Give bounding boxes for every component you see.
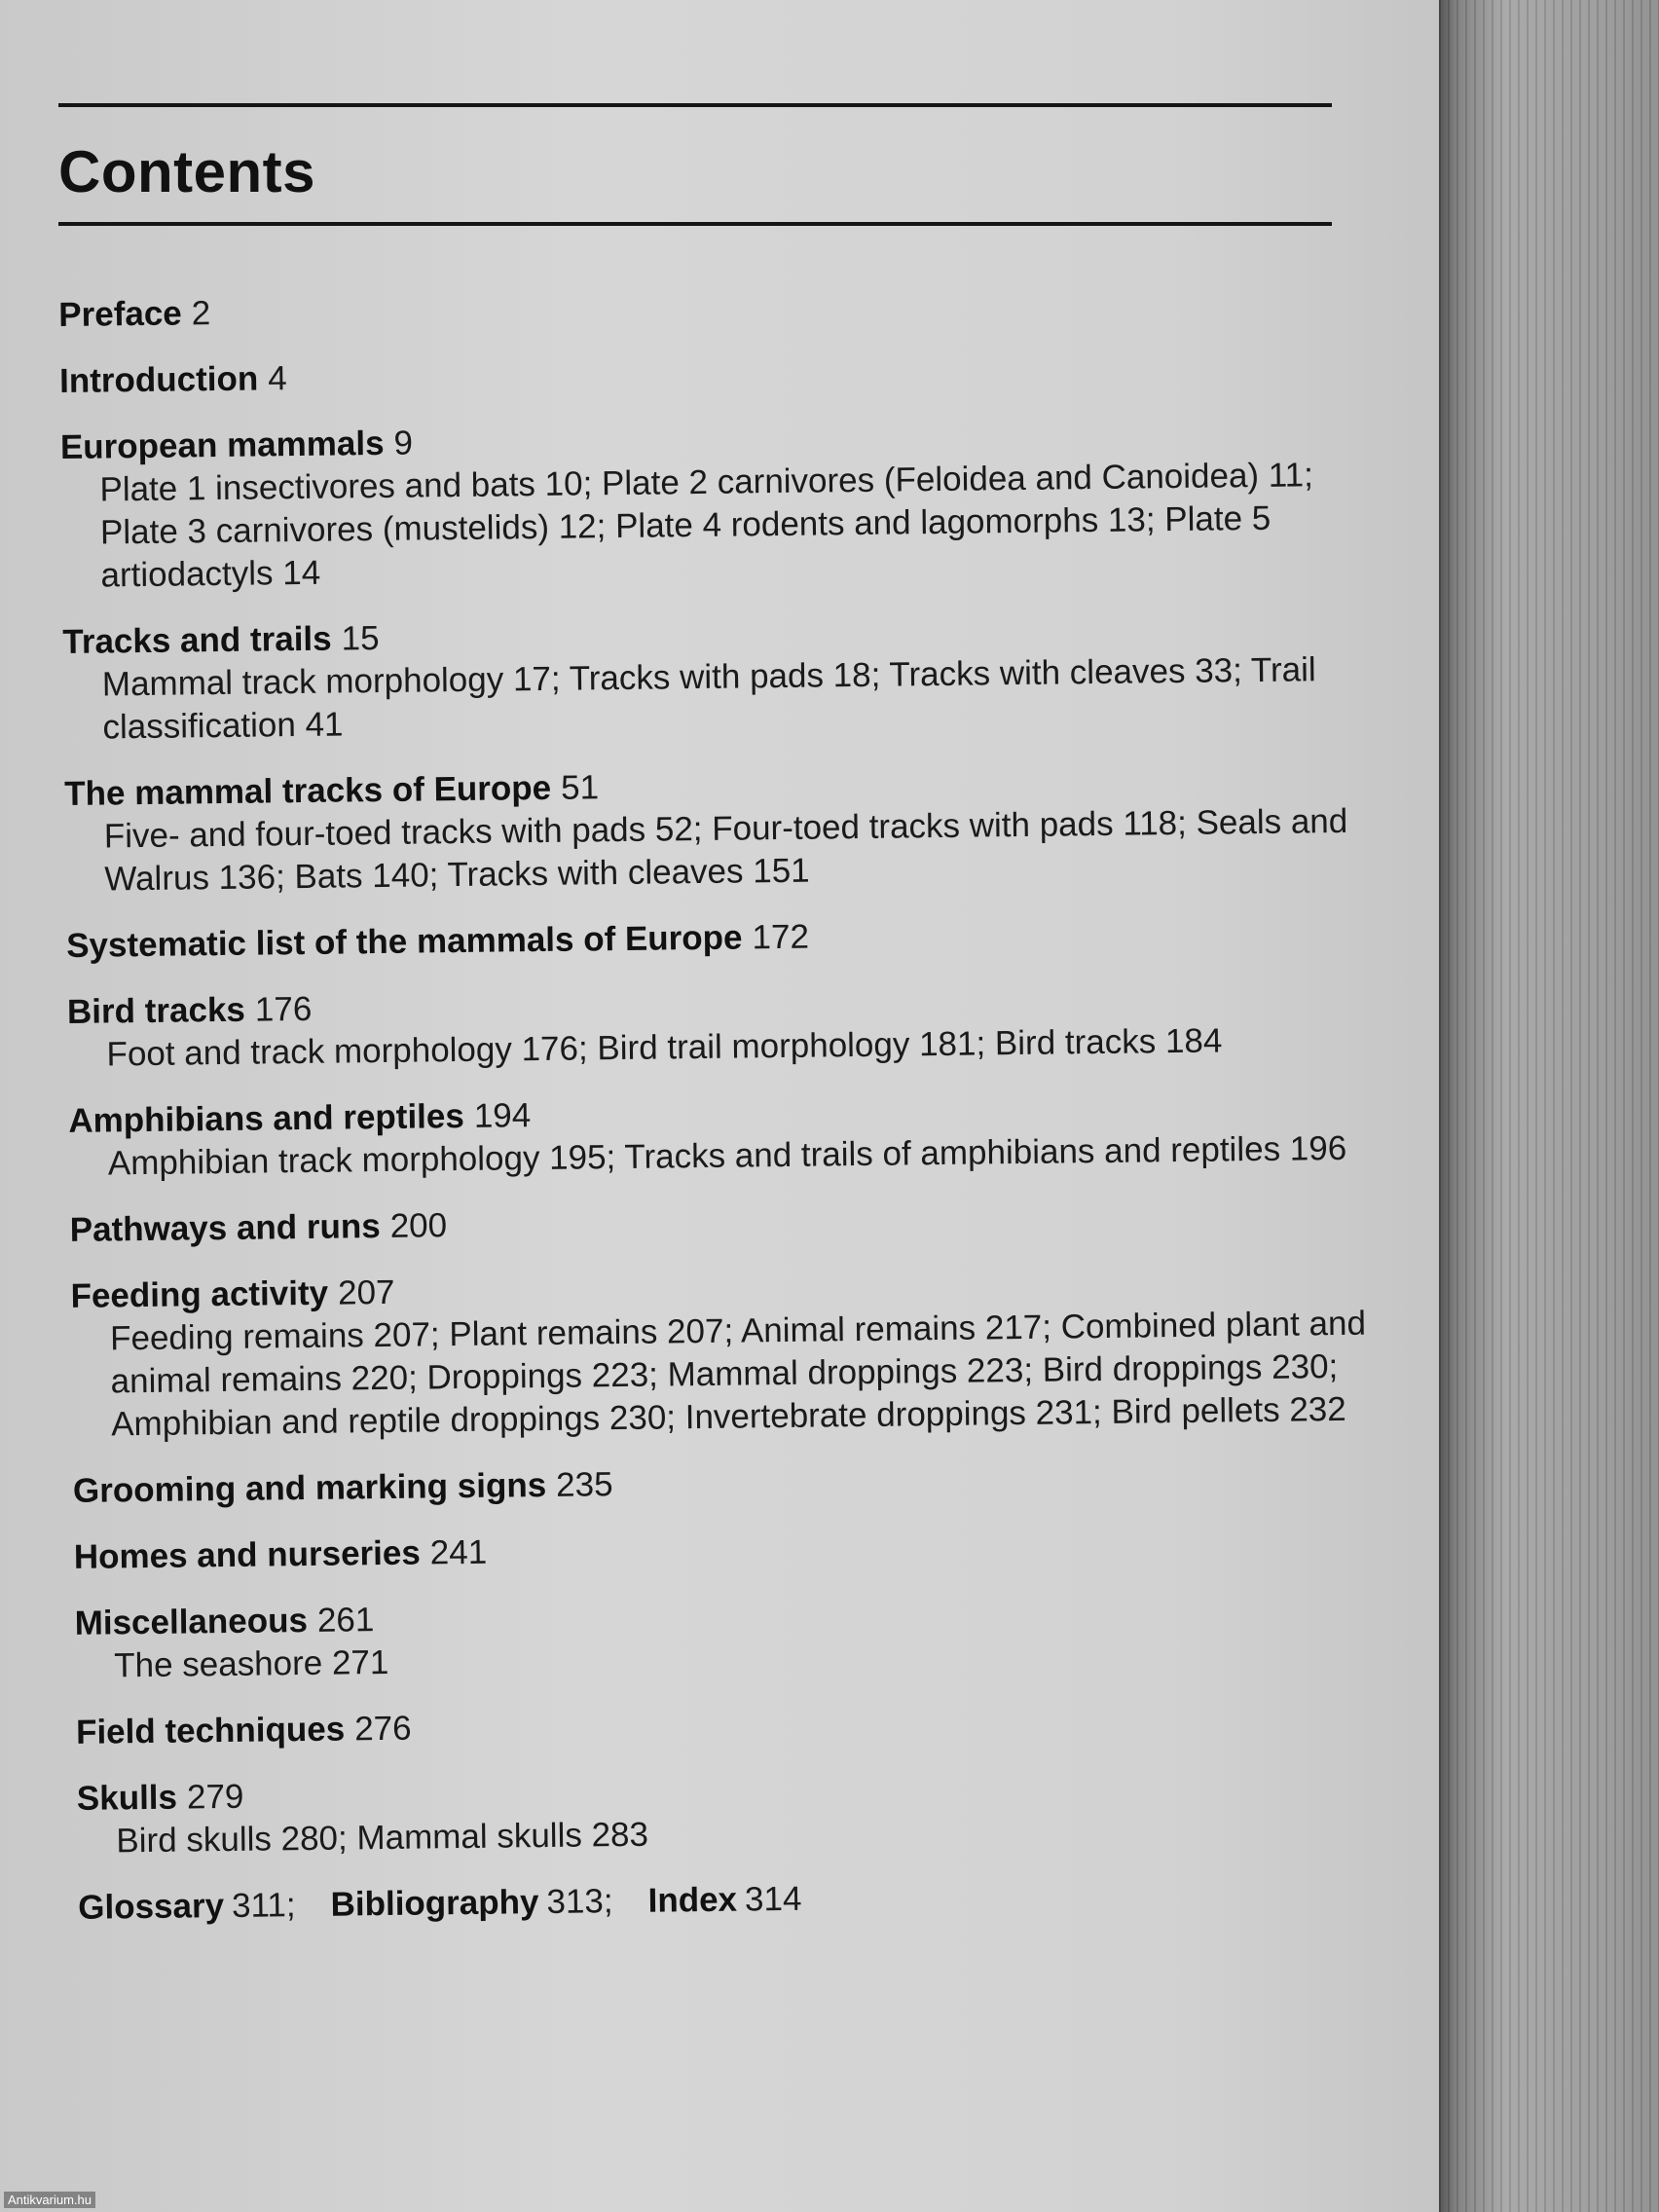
toc-page-number: 207 <box>337 1272 395 1312</box>
toc-heading: Introduction <box>58 359 259 400</box>
toc-heading: Homes and nurseries <box>73 1533 422 1576</box>
toc-heading-glossary: Glossary <box>78 1887 225 1927</box>
toc-page-number: 241 <box>429 1532 488 1572</box>
toc-page-number: 4 <box>267 359 287 398</box>
toc-entry <box>68 1085 1374 1186</box>
toc-entry <box>60 411 1367 598</box>
toc-heading: Miscellaneous <box>74 1601 309 1642</box>
top-rule <box>58 103 1332 107</box>
toc-page-number: 235 <box>555 1465 613 1504</box>
toc-subentries: Plate 1 insectivores and bats 10; Plate 2 carnivores (Feloidea and Canoidea) 11; Plate 3 carnivores (mustelids) 12; Plate 4 rodents and lagomorphs 13; Plate 5 artiodactyls 14 <box>99 456 1314 595</box>
toc-entry <box>62 606 1369 750</box>
toc-page-number: 276 <box>353 1709 412 1749</box>
title-underline-rule <box>58 222 1332 226</box>
toc-page-number: 9 <box>393 424 414 462</box>
toc-entry <box>67 976 1373 1077</box>
toc-subentries: Five- and four-toed tracks with pads 52; Four-toed tracks with pads 118; Seals and Walrus 136; Bats 140; Tracks with cleaves 151 <box>103 801 1348 899</box>
toc-entry <box>70 1260 1377 1447</box>
toc-entry <box>58 278 1363 337</box>
toc-page-number: 261 <box>316 1601 375 1640</box>
toc-heading: Bird tracks <box>66 990 246 1031</box>
toc-entry <box>59 345 1364 403</box>
toc-heading: Grooming and marking signs <box>72 1465 547 1510</box>
toc-page-number: 176 <box>254 989 313 1029</box>
toc-page-number: 313; <box>546 1882 613 1921</box>
toc-page-number: 194 <box>473 1096 532 1135</box>
toc-page-number: 311; <box>231 1886 296 1925</box>
toc-page-number: 279 <box>186 1777 244 1817</box>
toc-heading: Field techniques <box>75 1710 346 1751</box>
toc-entry <box>73 1455 1378 1513</box>
watermark-text: Antikvarium.hu <box>4 2192 95 2208</box>
toc-subentries: Mammal track morphology 17; Tracks with pads 18; Tracks with cleaves 33; Trail classification 41 <box>101 650 1316 747</box>
toc-subentries: The seashore 271 <box>113 1642 389 1685</box>
toc-heading-bibliography: Bibliography <box>330 1883 539 1924</box>
toc-heading: Amphibians and reptiles <box>68 1096 465 1140</box>
toc-heading: Skulls <box>76 1778 178 1818</box>
toc-subentries: Bird skulls 280; Mammal skulls 283 <box>116 1815 649 1861</box>
toc-heading: Pathways and runs <box>69 1207 381 1249</box>
toc-subentries: Amphibian track morphology 195; Tracks and trails of amphibians and reptiles 196 <box>107 1128 1347 1183</box>
toc-heading: Tracks and trails <box>62 619 332 661</box>
toc-heading: Feeding activity <box>70 1273 329 1315</box>
toc-entry <box>76 1696 1381 1754</box>
toc-page-number: 314 <box>744 1879 802 1919</box>
contents-list <box>58 278 1382 1930</box>
toc-final-line <box>78 1871 1382 1930</box>
toc-heading: Systematic list of the mammals of Europe <box>65 918 743 965</box>
toc-heading: European mammals <box>59 424 385 466</box>
toc-page-number: 51 <box>560 768 600 807</box>
toc-entry <box>66 909 1371 968</box>
toc-subentries: Foot and track morphology 176; Bird trail morphology 181; Bird tracks 184 <box>106 1021 1223 1074</box>
toc-page-number: 15 <box>341 619 380 658</box>
toc-entry <box>74 1521 1379 1579</box>
book-page-edges <box>1439 0 1659 2212</box>
toc-page-number: 200 <box>389 1206 448 1245</box>
toc-entry <box>69 1194 1374 1252</box>
page-title: Contents <box>58 139 315 204</box>
toc-subentries: Feeding remains 207; Plant remains 207; Animal remains 217; Combined plant and animal remains 220; Droppings 223; Mammal droppings 223; Bird droppings 230; Amphibian and reptile droppings 230; Invertebrate droppings 231; Bird pellets 232 <box>109 1304 1367 1444</box>
toc-heading: The mammal tracks of Europe <box>64 768 552 813</box>
toc-heading: Preface <box>58 294 182 334</box>
toc-page-number: 172 <box>752 917 810 957</box>
toc-entry <box>64 757 1371 902</box>
toc-entry <box>77 1762 1382 1863</box>
toc-heading-index: Index <box>647 1880 738 1920</box>
toc-entry <box>74 1587 1380 1688</box>
toc-page-number: 2 <box>191 294 211 333</box>
